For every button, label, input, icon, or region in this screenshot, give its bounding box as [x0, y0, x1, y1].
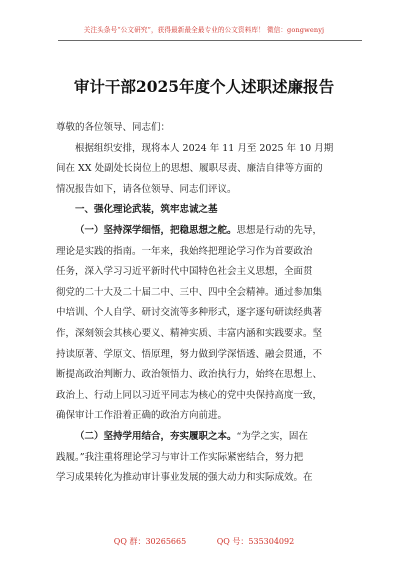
intro-line: 根据组织安排，现将本人 2024 年 11 月至 2025 年 10 月期: [75, 142, 334, 154]
paragraph-line: 断提高政治判断力、政治领悟力、政治执行力，始终在思想上、: [56, 369, 323, 381]
paragraph-line: 任务，深入学习习近平新时代中国特色社会主义思想，全面贯: [56, 266, 313, 278]
document-title: 审计干部2025年度个人述职述廉报告: [73, 77, 335, 96]
paragraph-line: 践履。”我注重将理论学习与审计工作实际紧密结合，努力把: [56, 451, 304, 463]
qq-group-number: QQ 群：30265665: [113, 537, 187, 546]
intro-line: 情况报告如下，请各位领导、同志们评议。: [56, 183, 237, 195]
subsection-heading: （一）坚持深学细悟，把稳思想之舵。: [75, 224, 237, 236]
qq-number: QQ 号：535304092: [216, 537, 295, 546]
header-divider: [58, 40, 362, 41]
footer-contact: [0, 536, 408, 547]
header-banner: 关注头条号“公文研究”，获得最新最全最专业的公文资料库！ 微信：gongwenyj: [83, 26, 325, 34]
paragraph-text: “为学之实，固在: [236, 430, 308, 442]
salutation: 尊敬的各位领导、同志们：: [56, 122, 171, 133]
intro-line: 间在 XX 处副处长岗位上的思想、履职尽责、廉洁自律等方面的: [56, 163, 323, 175]
paragraph-line: 确保审计工作沿着正确的政治方向前进。: [56, 410, 228, 422]
document-body: [56, 118, 356, 489]
paragraph-line: 作，深刻领会其核心要义、精神实质、丰富内涵和实践要求。坚: [56, 327, 323, 339]
paragraph-line: 持读原著、学原文、悟原理，努力做到学深悟透、融会贯通，不: [56, 348, 323, 360]
paragraph-line: 彻党的二十大及二十届二中、三中、四中全会精神。通过参加集: [56, 286, 323, 298]
subsection-first-line: [56, 221, 356, 242]
section-heading: 一、强化理论武装，筑牢忠诚之基: [75, 204, 218, 216]
subsection-heading: （二）坚持学用结合，夯实履职之本。: [75, 430, 237, 442]
subsection-first-line: [56, 427, 356, 448]
paragraph-line: 中培训、个人自学、研讨交流等多种形式，逐字逐句研读经典著: [56, 307, 323, 319]
paragraph-line: 理论是实践的指南。一年来，我始终把理论学习作为首要政治: [56, 245, 313, 257]
paragraph-line: 学习成果转化为推动审计事业发展的强大动力和实际成效。在: [56, 472, 313, 484]
paragraph-text: 思想是行动的先导，: [236, 224, 323, 236]
paragraph-line: 政治上、行动上同以习近平同志为核心的党中央保持高度一致，: [56, 389, 323, 401]
